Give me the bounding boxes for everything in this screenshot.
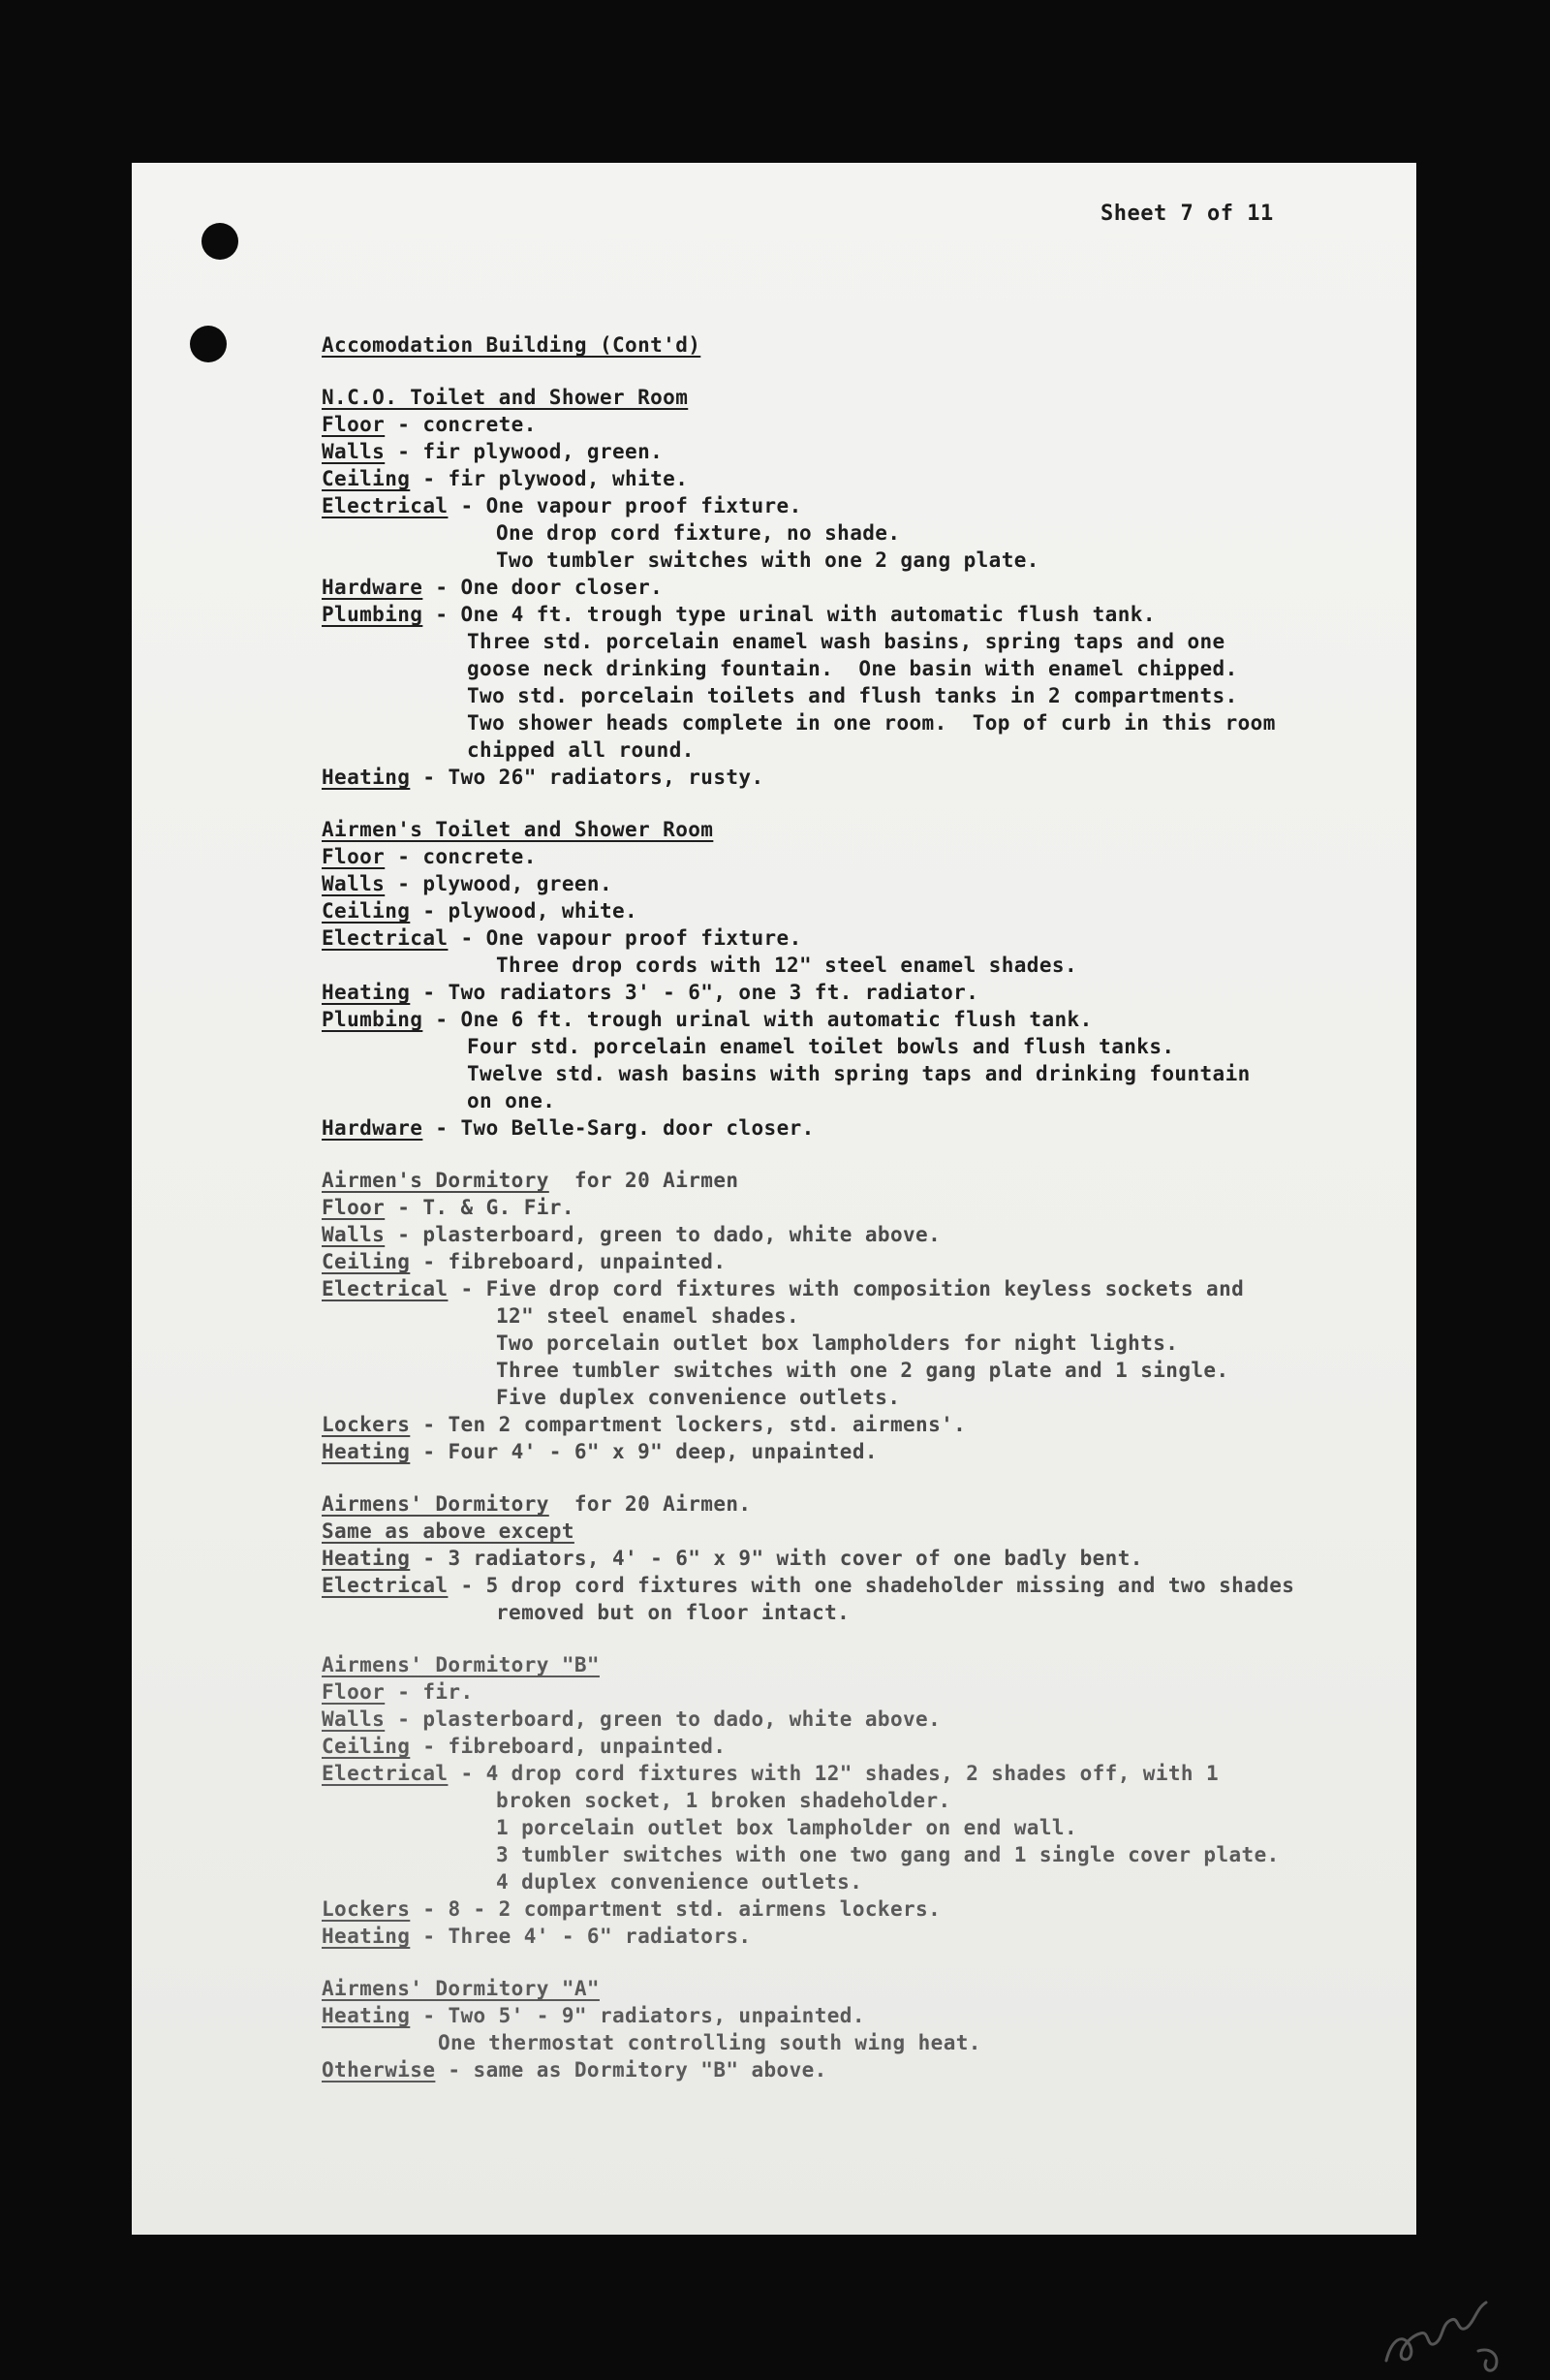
ceiling-entry: Ceiling - fibreboard, unpainted. [322,1735,727,1758]
section-dormitory-a [322,1975,1397,2083]
sheet-number: Sheet 7 of 11 [1100,202,1274,226]
electrical-entry: Electrical - 5 drop cord fixtures with one shadeholder missing and two shades [322,1574,1295,1597]
floor-entry: Floor - concrete. [322,413,537,436]
section-title: Airmen's Dormitory for 20 Airmen [322,1169,739,1192]
hardware-entry: Hardware - One door closer. [322,576,664,599]
otherwise-entry: Otherwise - same as Dormitory "B" above. [322,2058,827,2082]
heating-entry: Heating - Two radiators 3' - 6", one 3 ft. radiator. [322,981,979,1004]
walls-entry: Walls - plasterboard, green to dado, white above. [322,1223,942,1246]
floor-entry: Floor - fir. [322,1680,474,1704]
plumbing-continuation: Twelve std. wash basins with spring taps and drinking fountain [467,1062,1251,1085]
section-title: Airmen's Toilet and Shower Room [322,818,714,841]
heating-entry: Heating - Two 26" radiators, rusty. [322,766,764,789]
floor-entry: Floor - T. & G. Fir. [322,1196,574,1219]
page-heading: Accomodation Building (Cont'd) [322,333,701,357]
heating-entry: Heating - Four 4' - 6" x 9" deep, unpainted. [322,1440,878,1463]
section-dormitory-2 [322,1490,1397,1626]
walls-entry: Walls - plasterboard, green to dado, white above. [322,1707,942,1731]
electrical-continuation: removed but on floor intact. [496,1601,851,1624]
punch-hole [190,326,227,362]
plumbing-continuation: Four std. porcelain enamel toilet bowls and flush tanks. [467,1035,1175,1058]
lockers-entry: Lockers - 8 - 2 compartment std. airmens lockers. [322,1897,942,1921]
electrical-entry: Electrical - Five drop cord fixtures with composition keyless sockets and [322,1277,1245,1300]
electrical-entry: Electrical - One vapour proof fixture. [322,494,802,517]
section-title: Airmens' Dormitory for 20 Airmen. [322,1492,752,1516]
section-title: N.C.O. Toilet and Shower Room [322,386,689,409]
electrical-entry: Electrical - 4 drop cord fixtures with 12" shades, 2 shades off, with 1 [322,1762,1220,1785]
handwritten-initials [1381,2273,1527,2380]
electrical-continuation: Five duplex convenience outlets. [496,1386,901,1409]
electrical-continuation: 1 porcelain outlet box lampholder on end wall. [496,1816,1077,1839]
electrical-continuation: 3 tumbler switches with one two gang and 1 single cover plate. [496,1843,1280,1866]
plumbing-continuation: Two shower heads complete in one room. Top of curb in this room [467,711,1276,735]
lockers-entry: Lockers - Ten 2 compartment lockers, std. airmens'. [322,1413,967,1436]
electrical-continuation: 4 duplex convenience outlets. [496,1870,863,1894]
heating-entry: Heating - Two 5' - 9" radiators, unpainted. [322,2004,865,2027]
electrical-continuation: Three tumbler switches with one 2 gang plate and 1 single. [496,1359,1229,1382]
electrical-continuation: broken socket, 1 broken shadeholder. [496,1789,951,1812]
electrical-continuation: Two tumbler switches with one 2 gang plate. [496,548,1039,572]
heating-entry: Heating - 3 radiators, 4' - 6" x 9" with cover of one badly bent. [322,1547,1143,1570]
section-dormitory-b [322,1651,1397,1950]
ceiling-entry: Ceiling - fibreboard, unpainted. [322,1250,727,1273]
plumbing-continuation: chipped all round. [467,738,695,762]
plumbing-continuation: on one. [467,1089,556,1112]
floor-entry: Floor - concrete. [322,845,537,868]
electrical-continuation: 12" steel enamel shades. [496,1304,800,1328]
section-airmen-toilet [322,816,1397,1142]
walls-entry: Walls - plywood, green. [322,872,612,895]
punch-hole [202,223,238,260]
plumbing-entry: Plumbing - One 4 ft. trough type urinal with automatic flush tank. [322,603,1156,626]
section-title: Airmens' Dormitory "A" [322,1977,600,2000]
plumbing-continuation: Two std. porcelain toilets and flush tanks in 2 compartments. [467,684,1238,707]
electrical-continuation: Three drop cords with 12" steel enamel shades. [496,954,1077,977]
hardware-entry: Hardware - Two Belle-Sarg. door closer. [322,1116,815,1140]
document-body [322,331,1397,2083]
heating-entry: Heating - Three 4' - 6" radiators. [322,1925,752,1948]
same-as-above-entry: Same as above except [322,1519,574,1543]
plumbing-continuation: Three std. porcelain enamel wash basins, spring taps and one [467,630,1225,653]
section-dormitory-1 [322,1167,1397,1465]
plumbing-entry: Plumbing - One 6 ft. trough urinal with automatic flush tank. [322,1008,1093,1031]
plumbing-continuation: goose neck drinking fountain. One basin with enamel chipped. [467,657,1238,680]
electrical-entry: Electrical - One vapour proof fixture. [322,926,802,950]
section-nco-toilet [322,384,1397,791]
walls-entry: Walls - fir plywood, green. [322,440,664,463]
section-title: Airmens' Dormitory "B" [322,1653,600,1676]
electrical-continuation: One drop cord fixture, no shade. [496,521,901,545]
ceiling-entry: Ceiling - fir plywood, white. [322,467,689,490]
heating-continuation: One thermostat controlling south wing heat. [438,2031,981,2054]
electrical-continuation: Two porcelain outlet box lampholders for night lights. [496,1331,1179,1355]
ceiling-entry: Ceiling - plywood, white. [322,899,638,923]
document-page [132,163,1416,2235]
